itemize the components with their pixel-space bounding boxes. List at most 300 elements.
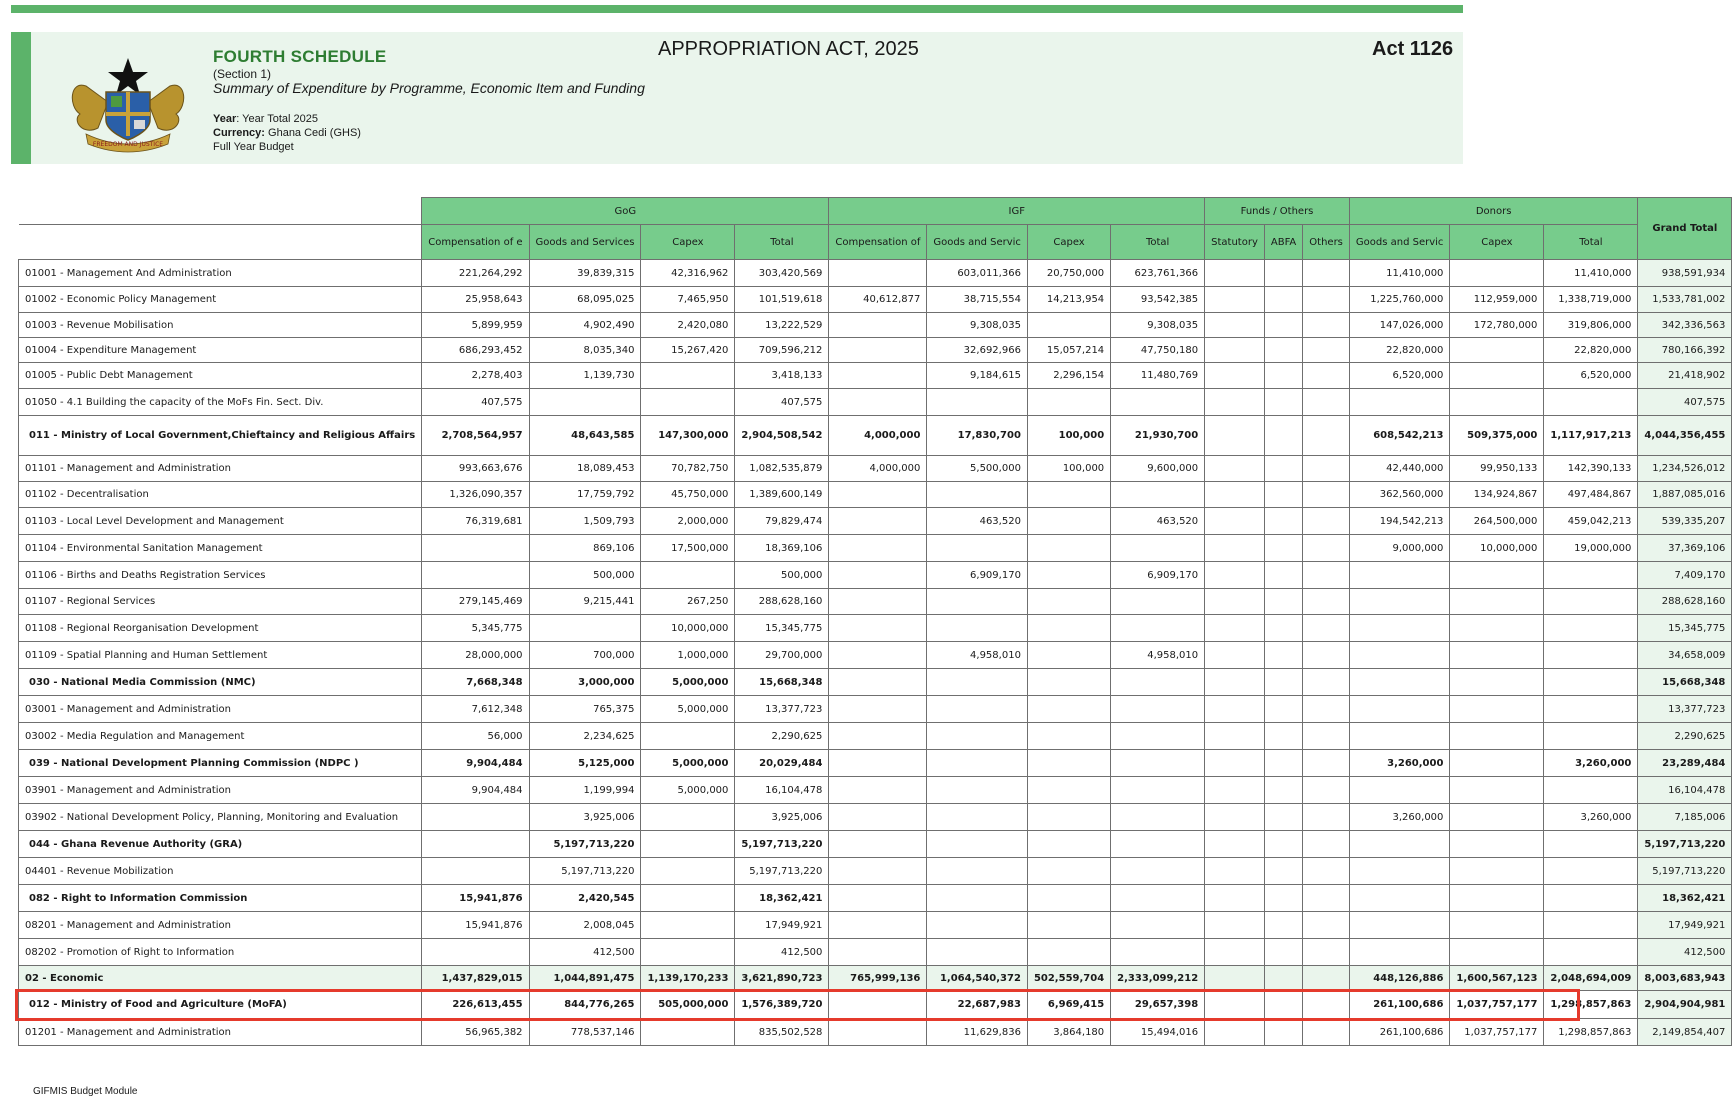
value-cell	[927, 804, 1028, 831]
row-label: 01107 - Regional Services	[19, 589, 422, 615]
value-cell: 5,000,000	[641, 777, 735, 804]
grand-total-cell: 13,377,723	[1638, 696, 1732, 723]
value-cell	[927, 589, 1028, 615]
table-row	[19, 589, 1732, 615]
value-cell: 1,225,760,000	[1349, 287, 1450, 313]
value-cell: 9,308,035	[1111, 313, 1205, 338]
value-cell	[829, 562, 927, 589]
value-cell: 15,057,214	[1027, 338, 1110, 363]
value-cell	[1450, 723, 1544, 750]
column-header: Total	[735, 225, 829, 260]
value-cell	[829, 750, 927, 777]
value-cell: 20,750,000	[1027, 260, 1110, 287]
value-cell	[1264, 669, 1302, 696]
value-cell	[1450, 804, 1544, 831]
value-cell: 2,420,080	[641, 313, 735, 338]
value-cell	[1205, 338, 1265, 363]
column-header: Total	[1111, 225, 1205, 260]
value-cell	[1027, 562, 1110, 589]
value-cell: 4,000,000	[829, 456, 927, 482]
value-cell: 709,596,212	[735, 338, 829, 363]
value-cell: 6,909,170	[927, 562, 1028, 589]
value-cell	[829, 831, 927, 858]
grand-total-cell: 16,104,478	[1638, 777, 1732, 804]
value-cell	[422, 858, 529, 885]
table-row	[19, 535, 1732, 562]
value-cell: 700,000	[529, 642, 641, 669]
grand-total-cell: 2,290,625	[1638, 723, 1732, 750]
emblem-motto: FREEDOM AND JUSTICE	[92, 141, 164, 148]
table-row	[19, 363, 1732, 389]
value-cell: 502,559,704	[1027, 966, 1110, 991]
row-label: 01108 - Regional Reorganisation Development	[19, 615, 422, 642]
value-cell: 22,820,000	[1544, 338, 1638, 363]
value-cell	[1264, 456, 1302, 482]
value-cell	[1450, 260, 1544, 287]
table-row	[19, 642, 1732, 669]
row-label: 044 - Ghana Revenue Authority (GRA)	[19, 831, 422, 858]
value-cell	[1264, 723, 1302, 750]
value-cell: 17,949,921	[735, 912, 829, 939]
value-cell	[1544, 885, 1638, 912]
value-cell: 11,480,769	[1111, 363, 1205, 389]
value-cell	[1303, 313, 1350, 338]
value-cell: 9,600,000	[1111, 456, 1205, 482]
value-cell: 15,267,420	[641, 338, 735, 363]
table-row	[19, 313, 1732, 338]
value-cell: 1,576,389,720	[735, 991, 829, 1019]
value-cell	[1027, 750, 1110, 777]
row-label: 01201 - Management and Administration	[19, 1019, 422, 1046]
value-cell	[422, 939, 529, 966]
value-cell	[1027, 642, 1110, 669]
value-cell	[641, 363, 735, 389]
group-header-donors: Donors	[1349, 198, 1638, 225]
value-cell: 603,011,366	[927, 260, 1028, 287]
grand-total-cell: 1,533,781,002	[1638, 287, 1732, 313]
value-cell: 32,692,966	[927, 338, 1028, 363]
value-cell	[927, 912, 1028, 939]
grand-total-cell: 1,234,526,012	[1638, 456, 1732, 482]
value-cell	[1264, 939, 1302, 966]
row-label: 01002 - Economic Policy Management	[19, 287, 422, 313]
value-cell	[1205, 508, 1265, 535]
value-cell: 2,290,625	[735, 723, 829, 750]
value-cell: 1,437,829,015	[422, 966, 529, 991]
value-cell	[829, 939, 927, 966]
value-cell: 56,000	[422, 723, 529, 750]
column-header: Total	[1544, 225, 1638, 260]
value-cell	[1303, 669, 1350, 696]
value-cell: 11,410,000	[1544, 260, 1638, 287]
value-cell	[1205, 804, 1265, 831]
value-cell	[529, 615, 641, 642]
value-cell	[422, 562, 529, 589]
row-label: 01005 - Public Debt Management	[19, 363, 422, 389]
value-cell	[1264, 508, 1302, 535]
value-cell	[927, 858, 1028, 885]
value-cell	[927, 696, 1028, 723]
value-cell: 5,345,775	[422, 615, 529, 642]
value-cell	[1544, 723, 1638, 750]
value-cell: 21,930,700	[1111, 416, 1205, 456]
value-cell: 505,000,000	[641, 991, 735, 1019]
grand-total-cell: 7,409,170	[1638, 562, 1732, 589]
grand-total-cell: 7,185,006	[1638, 804, 1732, 831]
table-row	[19, 939, 1732, 966]
value-cell: 6,520,000	[1349, 363, 1450, 389]
value-cell: 221,264,292	[422, 260, 529, 287]
value-cell: 45,750,000	[641, 482, 735, 508]
value-cell	[641, 562, 735, 589]
value-cell: 412,500	[735, 939, 829, 966]
table-row	[19, 338, 1732, 363]
grand-total-cell: 288,628,160	[1638, 589, 1732, 615]
value-cell	[1264, 482, 1302, 508]
value-cell	[829, 615, 927, 642]
value-cell: 1,199,994	[529, 777, 641, 804]
value-cell	[1205, 777, 1265, 804]
row-label: 01101 - Management and Administration	[19, 456, 422, 482]
value-cell	[829, 260, 927, 287]
value-cell	[1111, 589, 1205, 615]
value-cell: 16,104,478	[735, 777, 829, 804]
value-cell	[641, 912, 735, 939]
value-cell	[1264, 313, 1302, 338]
row-label: 03002 - Media Regulation and Management	[19, 723, 422, 750]
column-header: Goods and Servic	[1349, 225, 1450, 260]
value-cell: 765,375	[529, 696, 641, 723]
value-cell: 9,904,484	[422, 750, 529, 777]
value-cell	[1264, 363, 1302, 389]
value-cell	[1349, 669, 1450, 696]
value-cell	[1205, 389, 1265, 416]
row-label: 01001 - Management And Administration	[19, 260, 422, 287]
value-cell: 39,839,315	[529, 260, 641, 287]
value-cell	[1303, 508, 1350, 535]
value-cell: 38,715,554	[927, 287, 1028, 313]
value-cell	[422, 535, 529, 562]
value-cell: 25,958,643	[422, 287, 529, 313]
grand-total-cell: 23,289,484	[1638, 750, 1732, 777]
grand-total-cell: 17,949,921	[1638, 912, 1732, 939]
value-cell	[1264, 966, 1302, 991]
value-cell	[1303, 338, 1350, 363]
value-cell	[1303, 416, 1350, 456]
value-cell	[1303, 966, 1350, 991]
value-cell: 194,542,213	[1349, 508, 1450, 535]
value-cell: 463,520	[927, 508, 1028, 535]
value-cell	[829, 696, 927, 723]
value-cell: 1,037,757,177	[1450, 1019, 1544, 1046]
value-cell: 6,909,170	[1111, 562, 1205, 589]
value-cell	[1349, 858, 1450, 885]
value-cell: 765,999,136	[829, 966, 927, 991]
budget-type: Full Year Budget	[213, 141, 294, 153]
column-header: Goods and Servic	[927, 225, 1028, 260]
value-cell	[1205, 535, 1265, 562]
value-cell	[1027, 615, 1110, 642]
value-cell: 500,000	[735, 562, 829, 589]
row-label: 08202 - Promotion of Right to Information	[19, 939, 422, 966]
row-label: 08201 - Management and Administration	[19, 912, 422, 939]
value-cell	[1303, 260, 1350, 287]
value-cell	[1349, 777, 1450, 804]
value-cell	[1264, 416, 1302, 456]
value-cell	[1303, 750, 1350, 777]
value-cell	[1205, 615, 1265, 642]
value-cell: 1,044,891,475	[529, 966, 641, 991]
value-cell: 76,319,681	[422, 508, 529, 535]
value-cell	[927, 615, 1028, 642]
value-cell: 407,575	[735, 389, 829, 416]
value-cell	[1544, 858, 1638, 885]
value-cell	[1205, 589, 1265, 615]
value-cell	[1303, 831, 1350, 858]
column-header: Statutory	[1205, 225, 1265, 260]
value-cell: 1,298,857,863	[1544, 991, 1638, 1019]
table-row	[19, 482, 1732, 508]
value-cell: 17,500,000	[641, 535, 735, 562]
value-cell: 4,902,490	[529, 313, 641, 338]
value-cell	[1205, 1019, 1265, 1046]
value-cell: 319,806,000	[1544, 313, 1638, 338]
table-row	[19, 777, 1732, 804]
grand-total-cell: 2,149,854,407	[1638, 1019, 1732, 1046]
value-cell: 226,613,455	[422, 991, 529, 1019]
value-cell	[641, 1019, 735, 1046]
value-cell	[1027, 696, 1110, 723]
value-cell: 4,958,010	[927, 642, 1028, 669]
value-cell: 11,410,000	[1349, 260, 1450, 287]
value-cell	[1205, 966, 1265, 991]
value-cell: 3,260,000	[1544, 804, 1638, 831]
value-cell: 147,300,000	[641, 416, 735, 456]
value-cell: 15,494,016	[1111, 1019, 1205, 1046]
value-cell: 147,026,000	[1349, 313, 1450, 338]
value-cell	[1205, 696, 1265, 723]
value-cell: 142,390,133	[1544, 456, 1638, 482]
value-cell: 261,100,686	[1349, 1019, 1450, 1046]
table-row	[19, 287, 1732, 313]
currency-line	[213, 127, 361, 139]
value-cell	[927, 831, 1028, 858]
grand-total-cell: 2,904,904,981	[1638, 991, 1732, 1019]
value-cell	[1264, 991, 1302, 1019]
value-cell	[1111, 389, 1205, 416]
value-cell	[1264, 615, 1302, 642]
value-cell	[927, 750, 1028, 777]
value-cell: 264,500,000	[1450, 508, 1544, 535]
value-cell	[1027, 831, 1110, 858]
year-line	[213, 113, 318, 125]
value-cell	[1303, 615, 1350, 642]
value-cell: 3,260,000	[1544, 750, 1638, 777]
value-cell	[1111, 777, 1205, 804]
value-cell: 5,197,713,220	[735, 831, 829, 858]
value-cell: 6,520,000	[1544, 363, 1638, 389]
value-cell: 18,362,421	[735, 885, 829, 912]
value-cell	[1544, 562, 1638, 589]
value-cell: 1,298,857,863	[1544, 1019, 1638, 1046]
value-cell	[1205, 363, 1265, 389]
column-header: Capex	[1027, 225, 1110, 260]
value-cell	[1205, 858, 1265, 885]
table-row	[19, 885, 1732, 912]
value-cell	[1303, 991, 1350, 1019]
value-cell: 2,296,154	[1027, 363, 1110, 389]
value-cell: 100,000	[1027, 456, 1110, 482]
value-cell: 7,612,348	[422, 696, 529, 723]
value-cell	[1303, 1019, 1350, 1046]
value-cell	[641, 831, 735, 858]
value-cell	[1450, 750, 1544, 777]
value-cell: 2,333,099,212	[1111, 966, 1205, 991]
column-header: Goods and Services	[529, 225, 641, 260]
coat-of-arms-icon	[68, 56, 188, 152]
value-cell	[1450, 912, 1544, 939]
value-cell	[829, 642, 927, 669]
value-cell: 686,293,452	[422, 338, 529, 363]
value-cell	[1205, 885, 1265, 912]
row-label: 03901 - Management and Administration	[19, 777, 422, 804]
value-cell	[1349, 696, 1450, 723]
value-cell: 112,959,000	[1450, 287, 1544, 313]
value-cell: 56,965,382	[422, 1019, 529, 1046]
grand-total-cell: 4,044,356,455	[1638, 416, 1732, 456]
value-cell	[1450, 885, 1544, 912]
table-row	[19, 615, 1732, 642]
act-title: APPROPRIATION ACT, 2025	[658, 38, 919, 60]
value-cell	[1264, 642, 1302, 669]
value-cell: 5,197,713,220	[529, 858, 641, 885]
value-cell	[829, 508, 927, 535]
value-cell: 2,048,694,009	[1544, 966, 1638, 991]
value-cell: 5,899,959	[422, 313, 529, 338]
row-label: 011 - Ministry of Local Government,Chieftaincy and Religious Affairs	[19, 416, 422, 456]
value-cell: 13,222,529	[735, 313, 829, 338]
value-cell	[1027, 885, 1110, 912]
value-cell: 29,700,000	[735, 642, 829, 669]
value-cell	[1111, 939, 1205, 966]
value-cell	[927, 777, 1028, 804]
value-cell	[927, 885, 1028, 912]
value-cell	[1111, 723, 1205, 750]
value-cell	[641, 723, 735, 750]
value-cell: 172,780,000	[1450, 313, 1544, 338]
row-label: 082 - Right to Information Commission	[19, 885, 422, 912]
row-label: 01106 - Births and Deaths Registration Services	[19, 562, 422, 589]
value-cell	[1205, 260, 1265, 287]
schedule-section: (Section 1)	[213, 67, 272, 81]
value-cell: 3,925,006	[529, 804, 641, 831]
value-cell: 2,008,045	[529, 912, 641, 939]
expenditure-table	[18, 197, 1732, 1046]
value-cell	[1111, 885, 1205, 912]
row-label: 012 - Ministry of Food and Agriculture (MoFA)	[19, 991, 422, 1019]
value-cell: 362,560,000	[1349, 482, 1450, 508]
value-cell: 3,925,006	[735, 804, 829, 831]
value-cell	[1111, 669, 1205, 696]
value-cell: 2,234,625	[529, 723, 641, 750]
value-cell: 1,037,757,177	[1450, 991, 1544, 1019]
value-cell: 7,465,950	[641, 287, 735, 313]
value-cell	[1205, 562, 1265, 589]
value-cell: 15,941,876	[422, 885, 529, 912]
value-cell	[1027, 535, 1110, 562]
value-cell	[1111, 912, 1205, 939]
value-cell	[1303, 535, 1350, 562]
value-cell: 3,418,133	[735, 363, 829, 389]
value-cell	[1205, 750, 1265, 777]
value-cell: 5,197,713,220	[529, 831, 641, 858]
value-cell	[1027, 777, 1110, 804]
value-cell	[1111, 615, 1205, 642]
value-cell	[1027, 804, 1110, 831]
value-cell	[1027, 858, 1110, 885]
value-cell: 9,904,484	[422, 777, 529, 804]
value-cell: 5,000,000	[641, 750, 735, 777]
value-cell: 9,184,615	[927, 363, 1028, 389]
table-row	[19, 912, 1732, 939]
value-cell: 993,663,676	[422, 456, 529, 482]
value-cell: 42,440,000	[1349, 456, 1450, 482]
value-cell: 5,197,713,220	[735, 858, 829, 885]
value-cell	[1303, 482, 1350, 508]
value-cell	[1303, 456, 1350, 482]
row-label: 01003 - Revenue Mobilisation	[19, 313, 422, 338]
value-cell	[1450, 589, 1544, 615]
value-cell	[829, 313, 927, 338]
value-cell	[1349, 885, 1450, 912]
value-cell	[1027, 939, 1110, 966]
value-cell	[1450, 562, 1544, 589]
table-row	[19, 456, 1732, 482]
value-cell	[1027, 389, 1110, 416]
value-cell: 1,064,540,372	[927, 966, 1028, 991]
value-cell	[1111, 482, 1205, 508]
value-cell	[1303, 723, 1350, 750]
value-cell	[1544, 831, 1638, 858]
value-cell: 18,369,106	[735, 535, 829, 562]
value-cell: 93,542,385	[1111, 287, 1205, 313]
value-cell	[1349, 615, 1450, 642]
value-cell	[1303, 939, 1350, 966]
value-cell: 22,687,983	[927, 991, 1028, 1019]
row-label: 01102 - Decentralisation	[19, 482, 422, 508]
value-cell	[1303, 562, 1350, 589]
value-cell	[829, 723, 927, 750]
value-cell: 3,260,000	[1349, 750, 1450, 777]
value-cell: 497,484,867	[1544, 482, 1638, 508]
value-cell: 3,260,000	[1349, 804, 1450, 831]
value-cell: 9,000,000	[1349, 535, 1450, 562]
value-cell	[1264, 804, 1302, 831]
value-cell	[829, 991, 927, 1019]
value-cell: 459,042,213	[1544, 508, 1638, 535]
value-cell: 5,125,000	[529, 750, 641, 777]
value-cell: 8,035,340	[529, 338, 641, 363]
value-cell	[1303, 804, 1350, 831]
group-header-igf: IGF	[829, 198, 1205, 225]
value-cell	[829, 669, 927, 696]
grand-total-cell: 938,591,934	[1638, 260, 1732, 287]
value-cell: 1,600,567,123	[1450, 966, 1544, 991]
table-row	[19, 831, 1732, 858]
grand-total-cell: 780,166,392	[1638, 338, 1732, 363]
value-cell: 29,657,398	[1111, 991, 1205, 1019]
value-cell	[927, 535, 1028, 562]
